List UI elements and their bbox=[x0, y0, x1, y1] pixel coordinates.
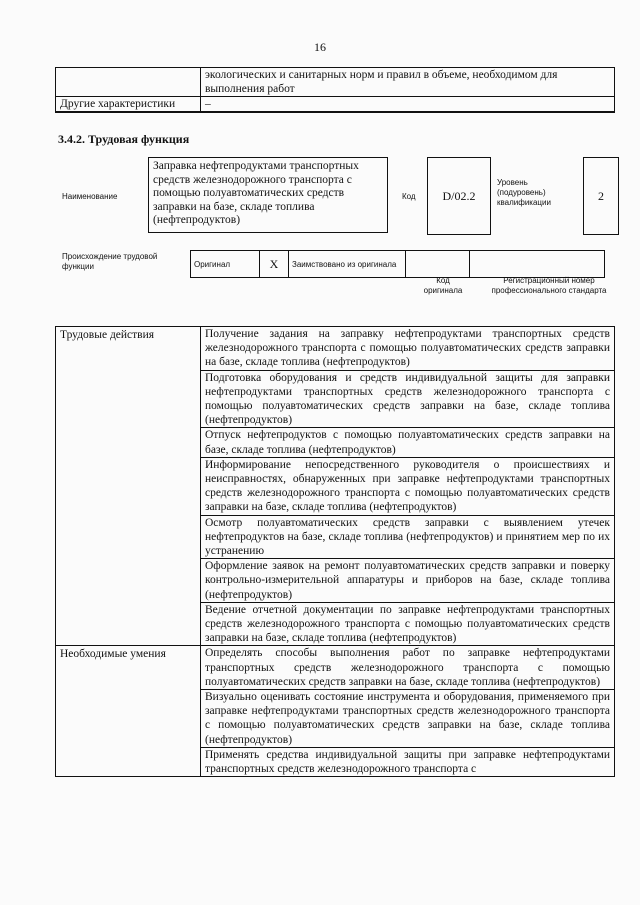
action-item: Получение задания на заправку нефтепродуктами транспортных средств железнодорожного транспорта с помощью полуавтоматических средств заправки на базе, складе топлива (нефтепродуктов) bbox=[201, 327, 615, 371]
action-item: Отпуск нефтепродуктов с помощью полуавтоматических средств заправки на базе, складе топлива (нефтепродуктов) bbox=[201, 428, 615, 457]
reg-number-caption: Регистрационный номер профессионального стандарта bbox=[491, 276, 607, 295]
function-code-box: D/02.2 bbox=[427, 157, 491, 235]
actions-label: Трудовые действия bbox=[56, 327, 201, 646]
name-label: Наименование bbox=[62, 192, 118, 201]
other-characteristics-value: – bbox=[201, 97, 615, 113]
top-table bbox=[55, 67, 615, 113]
origin-code-caption: Код оригинала bbox=[423, 276, 463, 295]
skill-item: Визуально оценивать состояние инструмента и оборудования, применяемого при заправке нефтепродуктами транспортных средств железнодорожного транспорта с помощью полуавтоматических средств заправки на базе, складе топлива (нефтепродуктов) bbox=[201, 690, 615, 748]
action-item: Осмотр полуавтоматических средств заправки с выявлением утечек нефтепродуктов на базе, складе топлива (нефтепродуктов) и принятием мер по их устранению bbox=[201, 515, 615, 559]
origin-label: Происхождение трудовой функции bbox=[62, 252, 158, 271]
action-item: Информирование непосредственного руководителя о происшествиях и неисправностях, обнаруженных при заправке нефтепродуктами транспортных средств железнодорожного транспорта с помощью полуавтоматических средств заправки на базе, складе топлива (нефтепродуктов) bbox=[201, 457, 615, 515]
details-table bbox=[55, 326, 615, 777]
origin-reg-cell bbox=[470, 251, 605, 278]
original-mark: X bbox=[260, 251, 289, 278]
page-number: 16 bbox=[314, 40, 326, 54]
action-item: Ведение отчетной документации по заправке нефтепродуктами транспортных средств железнодорожного транспорта с помощью полуавтоматических средств заправки на базе, складе топлива (нефтепродуктов) bbox=[201, 602, 615, 646]
origin-table bbox=[190, 250, 605, 278]
action-item: Подготовка оборудования и средств индивидуальной защиты для заправки нефтепродуктами транспортных средств железнодорожного транспорта с помощью полуавтоматических средств заправки на базе, складе топлива (нефтепродуктов) bbox=[201, 370, 615, 428]
level-value-box: 2 bbox=[583, 157, 619, 235]
section-title: 3.4.2. Трудовая функция bbox=[58, 132, 190, 146]
origin-code-cell bbox=[406, 251, 470, 278]
skills-label: Необходимые умения bbox=[56, 646, 201, 777]
borrowed-label: Заимствовано из оригинала bbox=[289, 251, 406, 278]
original-label: Оригинал bbox=[191, 251, 260, 278]
level-label: Уровень (подуровень) квалификации bbox=[497, 178, 551, 207]
top-table-empty-cell bbox=[56, 68, 201, 97]
other-characteristics-label: Другие характеристики bbox=[56, 97, 201, 113]
function-name-box: Заправка нефтепродуктами транспортных средств железнодорожного транспорта с помощью полуавтоматических средств заправки на базе, складе топлива (нефтепродуктов) bbox=[148, 157, 388, 233]
skill-item: Применять средства индивидуальной защиты при заправке нефтепродуктами транспортных средств железнодорожного транспорта с bbox=[201, 747, 615, 776]
top-table-text: экологических и санитарных норм и правил в объеме, необходимом для выполнения работ bbox=[201, 68, 615, 97]
action-item: Оформление заявок на ремонт полуавтоматических средств заправки и поверку контрольно-измерительной аппаратуры и приборов на базе, складе топлива (нефтепродуктов) bbox=[201, 559, 615, 603]
code-label: Код bbox=[402, 192, 416, 201]
skill-item: Определять способы выполнения работ по заправке нефтепродуктами транспортных средств железнодорожного транспорта с помощью полуавтоматических средств заправки на базе, складе топлива (нефтепродуктов) bbox=[201, 646, 615, 690]
